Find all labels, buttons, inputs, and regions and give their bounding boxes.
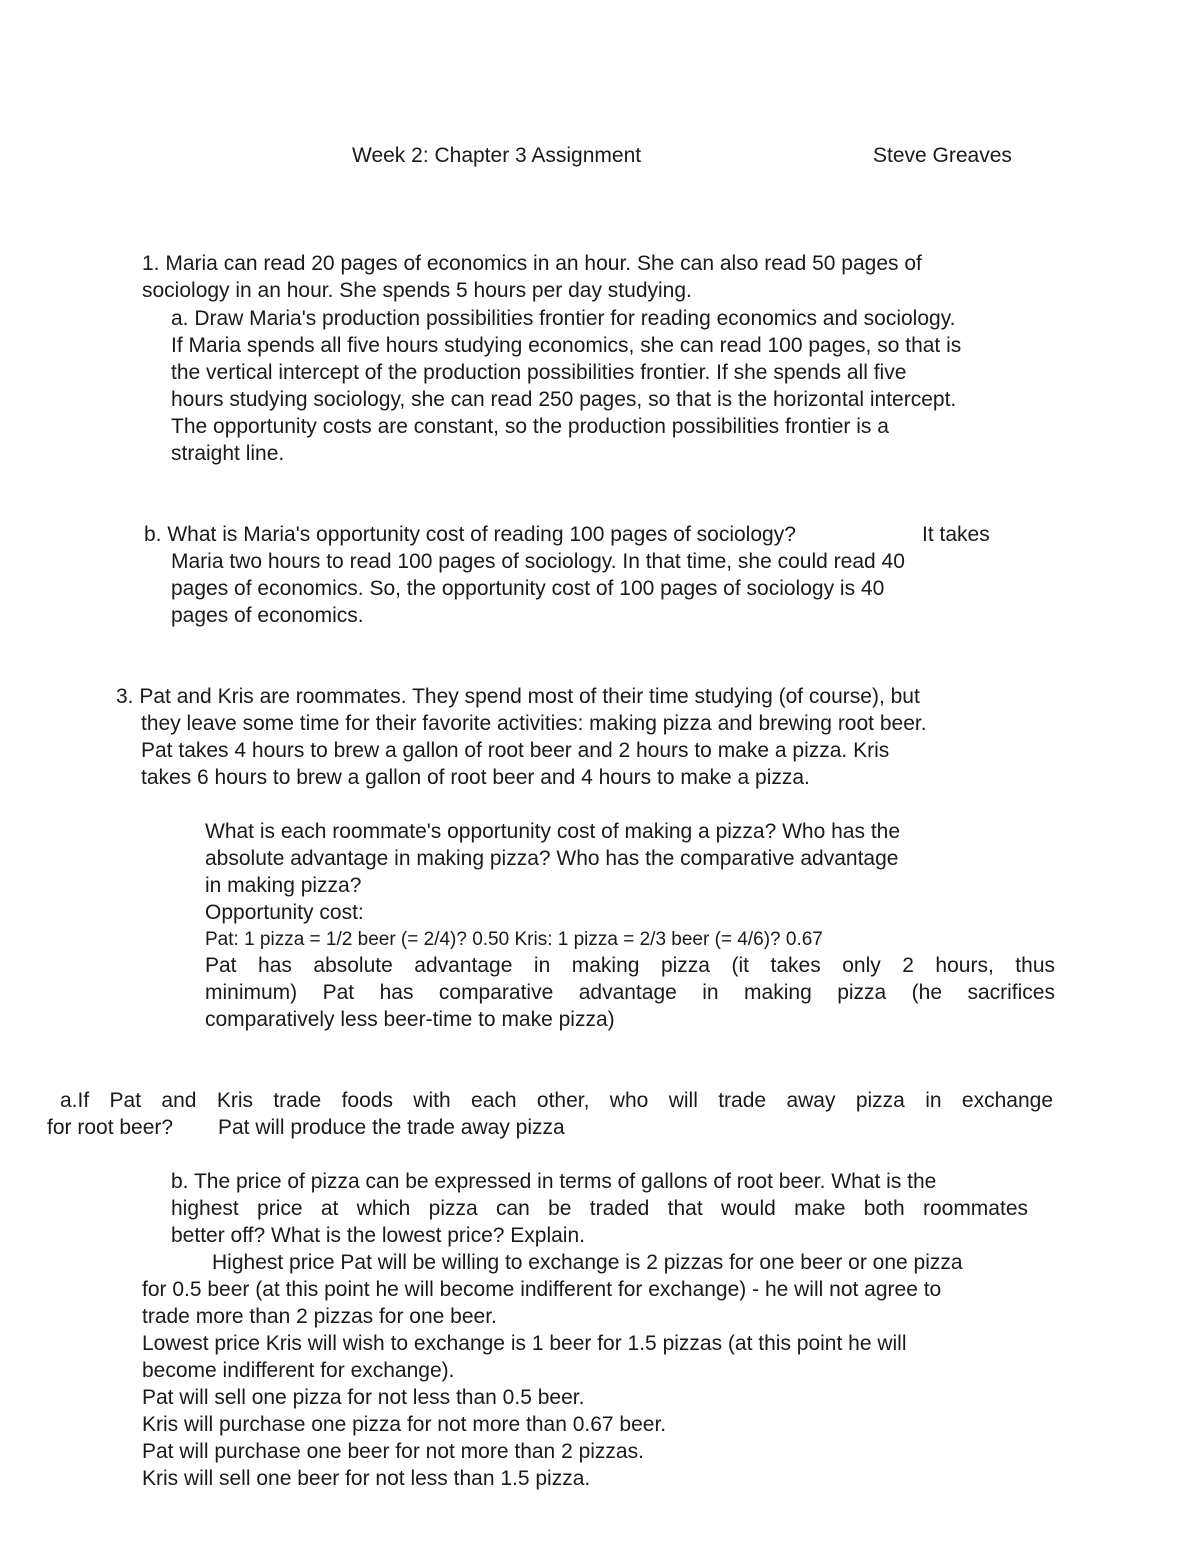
q3-line: they leave some time for their favorite activities: making pizza and brewing root beer. xyxy=(141,712,927,735)
q1-line: 1. Maria can read 20 pages of economics in an hour. She can also read 50 pages of xyxy=(142,252,922,275)
qb-answer-line: Lowest price Kris will wish to exchange is 1 beer for 1.5 pizzas (at this point he will xyxy=(142,1332,907,1355)
q3-line: takes 6 hours to brew a gallon of root beer and 4 hours to make a pizza. xyxy=(141,766,810,789)
q1b-answer-line: pages of economics. So, the opportunity cost of 100 pages of sociology is 40 xyxy=(171,577,885,600)
q1b-answer-line: Maria two hours to read 100 pages of sociology. In that time, she could read 40 xyxy=(171,550,905,573)
q1a-line: a. Draw Maria's production possibilities frontier for reading economics and sociology. xyxy=(171,307,956,330)
qa-line: a.If Pat and Kris trade foods with each other, who will trade away pizza in exchange xyxy=(60,1089,1053,1112)
qb-answer-line: Kris will sell one beer for not less than 1.5 pizza. xyxy=(142,1467,591,1490)
q1b-answer-line: It takes xyxy=(922,523,990,546)
qb-answer-line: for 0.5 beer (at this point he will become indifferent for exchange) - he will not agree to xyxy=(142,1278,942,1301)
q1b-answer-line: pages of economics. xyxy=(171,604,364,627)
q3-sub-line: in making pizza? xyxy=(205,874,362,897)
q1a-line: straight line. xyxy=(171,442,285,465)
qb-answer-line: Highest price Pat will be willing to exchange is 2 pizzas for one beer or one pizza xyxy=(212,1251,963,1274)
qb-answer-line: Pat will sell one pizza for not less than 0.5 beer. xyxy=(142,1386,585,1409)
advantage-line: Pat has absolute advantage in making pizza (it takes only 2 hours, thus xyxy=(205,954,1055,977)
qb-answer-line: Kris will purchase one pizza for not more than 0.67 beer. xyxy=(142,1413,667,1436)
advantage-line: comparatively less beer-time to make pizza) xyxy=(205,1008,615,1031)
qb-question-line: highest price at which pizza can be traded that would make both roommates xyxy=(171,1197,1028,1220)
q3-line: 3. Pat and Kris are roommates. They spend most of their time studying (of course), but xyxy=(116,685,920,708)
qa-question-end: for root beer? xyxy=(47,1116,174,1139)
q3-sub-line: Opportunity cost: xyxy=(205,901,364,924)
qb-question-line: b. The price of pizza can be expressed in terms of gallons of root beer. What is the xyxy=(171,1170,937,1193)
author-name: Steve Greaves xyxy=(873,144,1012,167)
opportunity-cost-line: Pat: 1 pizza = 1/2 beer (= 2/4)? 0.50 Kris: 1 pizza = 2/3 beer (= 4/6)? 0.67 xyxy=(205,929,823,950)
qb-answer-line: trade more than 2 pizzas for one beer. xyxy=(142,1305,497,1328)
qa-answer: Pat will produce the trade away pizza xyxy=(218,1116,565,1139)
q1b-question: b. What is Maria's opportunity cost of reading 100 pages of sociology? xyxy=(144,523,796,546)
qb-answer-line: Pat will purchase one beer for not more than 2 pizzas. xyxy=(142,1440,644,1463)
qb-answer-line: become indifferent for exchange). xyxy=(142,1359,455,1382)
q1a-line: If Maria spends all five hours studying economics, she can read 100 pages, so that is xyxy=(171,334,962,357)
q1-line: sociology in an hour. She spends 5 hours per day studying. xyxy=(142,279,692,302)
q3-sub-line: absolute advantage in making pizza? Who has the comparative advantage xyxy=(205,847,899,870)
q3-sub-line: What is each roommate's opportunity cost of making a pizza? Who has the xyxy=(205,820,901,843)
qb-question-line: better off? What is the lowest price? Explain. xyxy=(171,1224,585,1247)
q3-line: Pat takes 4 hours to brew a gallon of root beer and 2 hours to make a pizza. Kris xyxy=(141,739,890,762)
q1a-line: The opportunity costs are constant, so the production possibilities frontier is a xyxy=(171,415,889,438)
advantage-line: minimum) Pat has comparative advantage in making pizza (he sacrifices xyxy=(205,981,1055,1004)
q1a-line: hours studying sociology, she can read 250 pages, so that is the horizontal intercept. xyxy=(171,388,957,411)
q1a-line: the vertical intercept of the production possibilities frontier. If she spends all five xyxy=(171,361,907,384)
page-title: Week 2: Chapter 3 Assignment xyxy=(352,144,642,167)
